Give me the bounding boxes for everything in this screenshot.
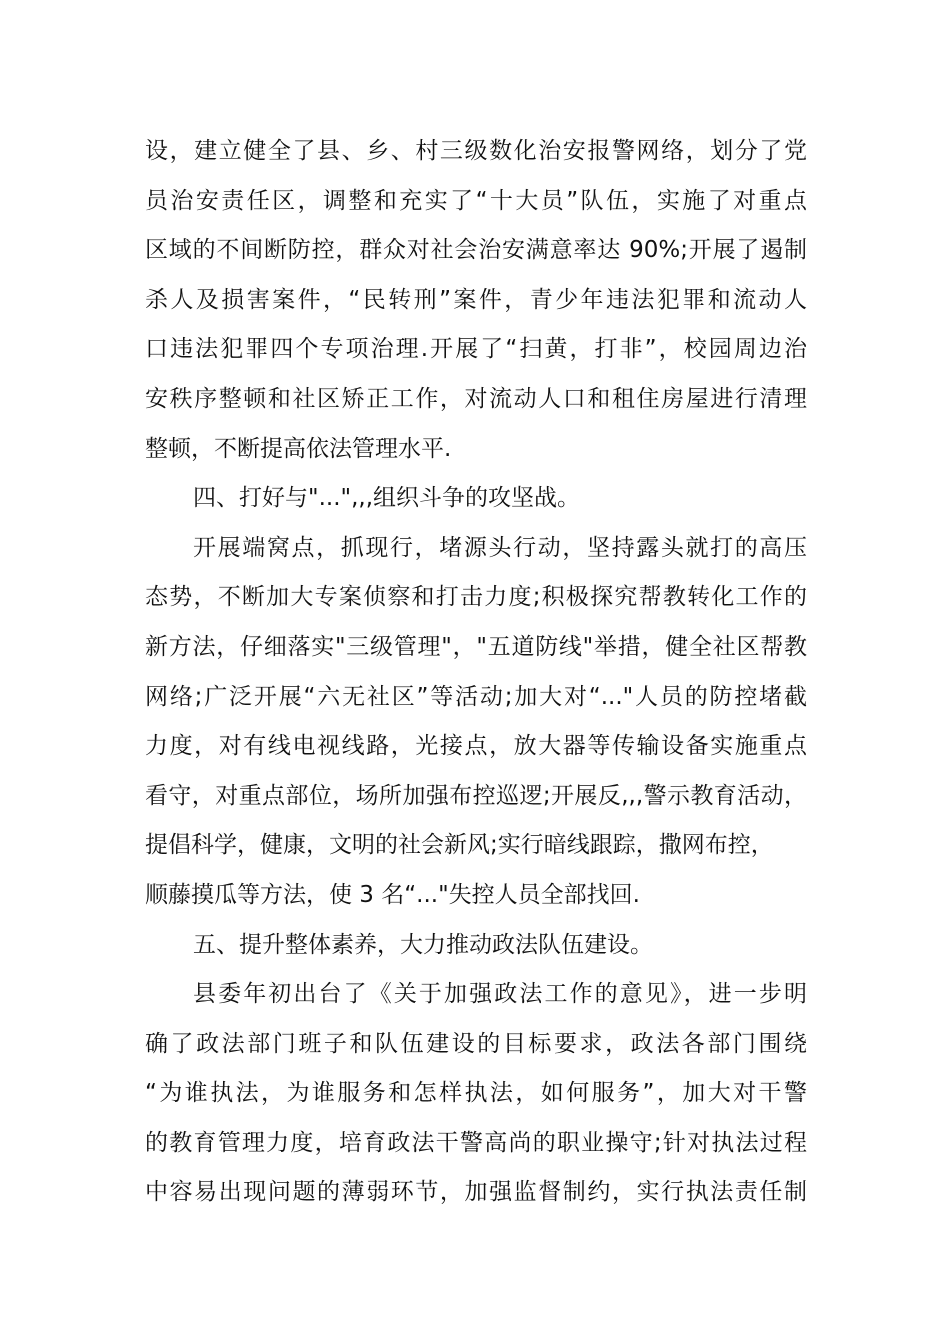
document-body <box>145 127 807 1218</box>
text-line: 安秩序整顿和社区矫正工作，对流动人口和租住房屋进行清理 <box>145 385 807 412</box>
text-line: 员治安责任区，调整和充实了“十大员”队伍，实施了对重点 <box>145 187 807 214</box>
text-line: 四、打好与"...",,,组织斗争的攻坚战。 <box>193 485 581 512</box>
text-line: 的教育管理力度，培育政法干警高尚的职业操守;针对执法过程 <box>145 1129 807 1156</box>
text-line: 杀人及损害案件，“民转刑”案件，青少年违法犯罪和流动人 <box>145 286 807 313</box>
text-line: 网络;广泛开展“六无社区”等活动;加大对“..."人员的防控堵截 <box>145 683 807 710</box>
text-line: 态势，不断加大专案侦察和打击力度;积极探究帮教转化工作的 <box>145 584 807 611</box>
text-line: 看守，对重点部位，场所加强布控巡逻;开展反,,,警示教育活动， <box>145 782 807 809</box>
text-line: 区域的不间断防控，群众对社会治安满意率达 90%;开展了遏制 <box>145 237 807 264</box>
text-line: 顺藤摸瓜等方法，使 3 名“..."失控人员全部找回. <box>145 881 640 908</box>
text-line: 口违法犯罪四个专项治理.开展了“扫黄，打非”，校园周边治 <box>145 336 807 363</box>
text-line: “为谁执法，为谁服务和怎样执法，如何服务”，加大对干警 <box>145 1080 807 1107</box>
text-line: 提倡科学，健康，文明的社会新风;实行暗线跟踪，撒网布控， <box>145 832 774 859</box>
text-line: 整顿，不断提高依法管理水平. <box>145 435 452 462</box>
text-line: 新方法，仔细落实"三级管理"，"五道防线"举措，健全社区帮教 <box>145 633 807 660</box>
text-line: 中容易出现问题的薄弱环节，加强监督制约，实行执法责任制 <box>145 1179 807 1206</box>
text-line: 力度，对有线电视线路，光接点，放大器等传输设备实施重点 <box>145 733 807 760</box>
text-line: 开展端窝点，抓现行，堵源头行动，坚持露头就打的高压 <box>193 534 807 561</box>
text-line: 设，建立健全了县、乡、村三级数化治安报警网络，划分了党 <box>145 138 807 164</box>
text-line: 五、提升整体素养，大力推动政法队伍建设。 <box>193 931 653 958</box>
text-line: 确了政法部门班子和队伍建设的目标要求，政法各部门围绕 <box>145 1030 807 1057</box>
text-line: 县委年初出台了《关于加强政法工作的意见》，进一步明 <box>193 981 807 1008</box>
